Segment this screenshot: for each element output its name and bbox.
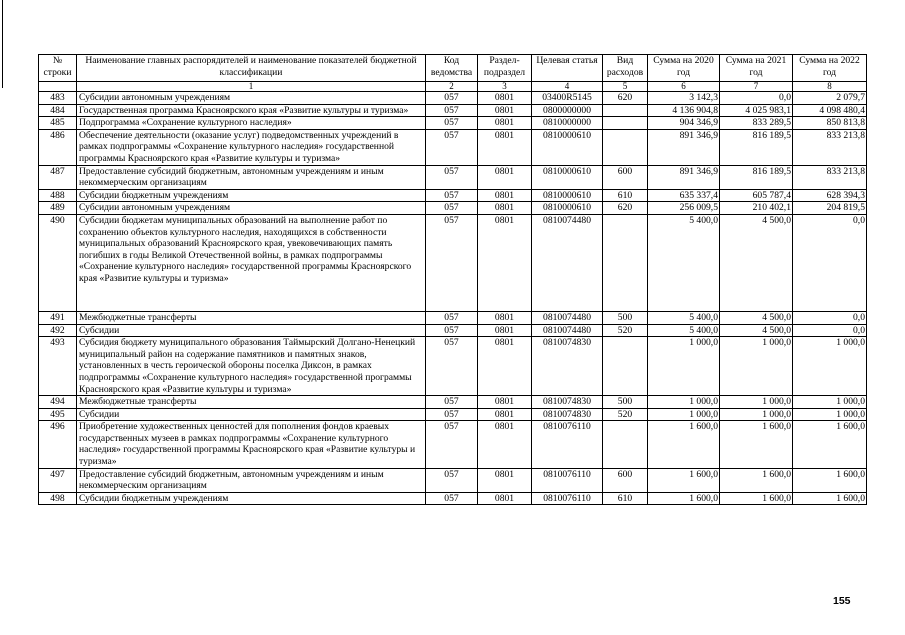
page-number: 155 [833,595,851,607]
row-name: Субсидии [77,408,426,421]
row-sum-2021: 210 402,1 [720,202,793,215]
row-sum-2020: 1 600,0 [648,468,720,492]
row-sum-2020: 5 400,0 [648,311,720,324]
row-section: 0801 [478,117,532,130]
row-sum-2021: 4 500,0 [720,324,793,337]
row-number: 495 [39,408,77,421]
row-number: 483 [39,92,77,105]
table-row [39,311,867,324]
row-section: 0801 [478,492,532,505]
row-sum-2022: 1 000,0 [793,337,867,396]
column-index: 2 [426,82,478,92]
row-dept-code: 057 [426,202,478,215]
row-number: 486 [39,129,77,165]
row-number: 487 [39,165,77,189]
row-number: 498 [39,492,77,505]
table-row [39,104,867,117]
row-number: 493 [39,337,77,396]
row-sum-2021: 1 600,0 [720,492,793,505]
row-sum-2020: 1 000,0 [648,396,720,409]
row-section: 0801 [478,311,532,324]
row-section: 0801 [478,408,532,421]
row-expense-type: 500 [603,396,648,409]
row-sum-2021: 4 500,0 [720,311,793,324]
row-expense-type [603,214,648,311]
row-sum-2022: 850 813,8 [793,117,867,130]
row-dept-code: 057 [426,129,478,165]
table-row [39,492,867,505]
row-name: Межбюджетные трансферты [77,311,426,324]
budget-table [38,54,867,505]
row-expense-type [603,421,648,468]
row-number: 490 [39,214,77,311]
row-expense-type: 620 [603,202,648,215]
row-section: 0801 [478,202,532,215]
row-expense-type: 620 [603,92,648,105]
table-row [39,92,867,105]
row-name: Субсидии бюджетным учреждениям [77,492,426,505]
row-dept-code: 057 [426,492,478,505]
row-number: 494 [39,396,77,409]
row-sum-2021: 4 500,0 [720,214,793,311]
row-number: 496 [39,421,77,468]
row-target-article: 0810074480 [532,311,603,324]
row-target-article: 0800000000 [532,104,603,117]
row-sum-2022: 1 600,0 [793,421,867,468]
row-target-article: 0810000610 [532,165,603,189]
table-row [39,165,867,189]
row-name: Предоставление субсидий бюджетным, автономным учреждениям и иным некоммерческим организациям [77,165,426,189]
row-target-article: 0810074830 [532,337,603,396]
row-number: 492 [39,324,77,337]
row-name: Подпрограмма «Сохранение культурного наследия» [77,117,426,130]
row-sum-2021: 833 289,5 [720,117,793,130]
row-dept-code: 057 [426,421,478,468]
row-dept-code: 057 [426,214,478,311]
row-sum-2020: 1 600,0 [648,421,720,468]
row-dept-code: 057 [426,324,478,337]
row-sum-2020: 5 400,0 [648,324,720,337]
row-sum-2022: 833 213,8 [793,165,867,189]
row-section: 0801 [478,421,532,468]
row-dept-code: 057 [426,117,478,130]
table-row [39,214,867,311]
row-name: Обеспечение деятельности (оказание услуг) подведомственных учреждений в рамках подпрограммы «Сохранение культурного наследия» государственной программы Красноярского края «Развитие культуры и туризма» [77,129,426,165]
row-dept-code: 057 [426,468,478,492]
table-row [39,324,867,337]
row-name: Приобретение художественных ценностей для пополнения фондов краевых государственных музеев в рамках подпрограммы «Сохранение культурного наследия» государственной программы Красноярского края «Развитие культуры и туризма» [77,421,426,468]
row-name: Межбюджетные трансферты [77,396,426,409]
row-section: 0801 [478,129,532,165]
row-sum-2022: 1 600,0 [793,468,867,492]
header-name: Наименование главных распорядителей и наименование показателей бюджетной классификации [77,55,426,82]
table-row [39,189,867,202]
row-sum-2020: 1 000,0 [648,337,720,396]
row-sum-2021: 4 025 983,1 [720,104,793,117]
column-index: 7 [720,82,793,92]
column-index-row [39,82,867,92]
table-row [39,202,867,215]
column-index: 4 [532,82,603,92]
row-expense-type [603,337,648,396]
header-sum-2020: Сумма на 2020 год [648,55,720,82]
row-dept-code: 057 [426,311,478,324]
row-sum-2020: 635 337,4 [648,189,720,202]
row-name: Субсидии бюджетным учреждениям [77,189,426,202]
row-section: 0801 [478,165,532,189]
row-sum-2021: 605 787,4 [720,189,793,202]
row-target-article: 03400R5145 [532,92,603,105]
row-sum-2022: 1 000,0 [793,408,867,421]
row-expense-type: 610 [603,492,648,505]
row-target-article: 0810074830 [532,408,603,421]
row-sum-2022: 628 394,3 [793,189,867,202]
row-dept-code: 057 [426,165,478,189]
row-name: Предоставление субсидий бюджетным, автономным учреждениям и иным некоммерческим организациям [77,468,426,492]
row-section: 0801 [478,104,532,117]
table-row [39,408,867,421]
row-sum-2020: 891 346,9 [648,129,720,165]
row-sum-2021: 0,0 [720,92,793,105]
row-expense-type [603,129,648,165]
row-name: Субсидии автономным учреждениям [77,92,426,105]
column-index: 5 [603,82,648,92]
row-number: 491 [39,311,77,324]
row-sum-2022: 1 000,0 [793,396,867,409]
row-section: 0801 [478,189,532,202]
row-dept-code: 057 [426,408,478,421]
row-sum-2020: 904 346,9 [648,117,720,130]
row-target-article: 0810074830 [532,396,603,409]
row-target-article: 0810076110 [532,492,603,505]
row-dept-code: 057 [426,396,478,409]
row-sum-2022: 2 079,7 [793,92,867,105]
row-target-article: 0810076110 [532,468,603,492]
row-section: 0801 [478,337,532,396]
header-row [39,55,867,82]
header-num: № строки [39,55,77,82]
row-expense-type: 600 [603,468,648,492]
row-number: 484 [39,104,77,117]
row-sum-2022: 4 098 480,4 [793,104,867,117]
column-index: 3 [478,82,532,92]
row-dept-code: 057 [426,337,478,396]
row-expense-type: 520 [603,324,648,337]
header-type: Вид расходов [603,55,648,82]
row-name: Государственная программа Красноярского края «Развитие культуры и туризма» [77,104,426,117]
row-expense-type: 520 [603,408,648,421]
row-section: 0801 [478,396,532,409]
header-section: Раздел- подраздел [478,55,532,82]
table-row [39,117,867,130]
header-sum-2021: Сумма на 2021 год [720,55,793,82]
column-index: 1 [77,82,426,92]
header-code: Код ведомства [426,55,478,82]
table-row [39,129,867,165]
row-sum-2021: 1 000,0 [720,408,793,421]
table-row [39,468,867,492]
row-target-article: 0810076110 [532,421,603,468]
row-sum-2020: 3 142,3 [648,92,720,105]
row-target-article: 0810074480 [532,324,603,337]
margin-rule [2,0,3,88]
row-sum-2021: 1 000,0 [720,396,793,409]
column-index-blank [39,82,77,92]
row-sum-2021: 1 600,0 [720,421,793,468]
row-name: Субсидии [77,324,426,337]
row-dept-code: 057 [426,189,478,202]
row-section: 0801 [478,214,532,311]
row-sum-2022: 0,0 [793,324,867,337]
row-section: 0801 [478,92,532,105]
row-name: Субсидия бюджету муниципального образования Таймырский Долгано-Ненецкий муниципальный район на содержание памятников и памятных знаков, установленных в честь героической обороны поселка Диксон, в рамках подпрограммы «Сохранение культурного наследия» государственной программы Красноярского края «Развитие культуры и туризма» [77,337,426,396]
row-number: 497 [39,468,77,492]
row-sum-2021: 816 189,5 [720,129,793,165]
row-sum-2022: 0,0 [793,214,867,311]
header-sum-2022: Сумма на 2022 год [793,55,867,82]
row-number: 488 [39,189,77,202]
row-sum-2021: 1 000,0 [720,337,793,396]
row-sum-2020: 1 600,0 [648,492,720,505]
row-section: 0801 [478,468,532,492]
row-expense-type [603,117,648,130]
row-number: 489 [39,202,77,215]
row-target-article: 0810000610 [532,129,603,165]
header-article: Целевая статья [532,55,603,82]
row-expense-type: 610 [603,189,648,202]
row-dept-code: 057 [426,104,478,117]
column-index: 6 [648,82,720,92]
row-name: Субсидии бюджетам муниципальных образований на выполнение работ по сохранению объектов культурного наследия, находящихся в собственности муниципальных образований Красноярского края, увековечивающих память погибших в годы Великой Отечественной войны, в рамках подпрограммы «Сохранение культурного наследия» государственной программы Красноярского края «Развитие культуры и туризма» [77,214,426,311]
table-row [39,396,867,409]
row-sum-2020: 1 000,0 [648,408,720,421]
row-target-article: 0810000610 [532,189,603,202]
row-name: Субсидии автономным учреждениям [77,202,426,215]
row-sum-2022: 833 213,8 [793,129,867,165]
row-sum-2020: 5 400,0 [648,214,720,311]
table-row [39,421,867,468]
row-target-article: 0810074480 [532,214,603,311]
row-sum-2021: 1 600,0 [720,468,793,492]
row-sum-2021: 816 189,5 [720,165,793,189]
row-sum-2020: 891 346,9 [648,165,720,189]
row-dept-code: 057 [426,92,478,105]
row-sum-2022: 1 600,0 [793,492,867,505]
row-target-article: 0810000000 [532,117,603,130]
row-sum-2022: 204 819,5 [793,202,867,215]
row-number: 485 [39,117,77,130]
row-sum-2020: 4 136 904,8 [648,104,720,117]
column-index: 8 [793,82,867,92]
row-expense-type: 600 [603,165,648,189]
budget-sheet [38,54,867,505]
row-section: 0801 [478,324,532,337]
row-expense-type: 500 [603,311,648,324]
row-sum-2020: 256 009,5 [648,202,720,215]
row-expense-type [603,104,648,117]
row-sum-2022: 0,0 [793,311,867,324]
table-row [39,337,867,396]
row-target-article: 0810000610 [532,202,603,215]
